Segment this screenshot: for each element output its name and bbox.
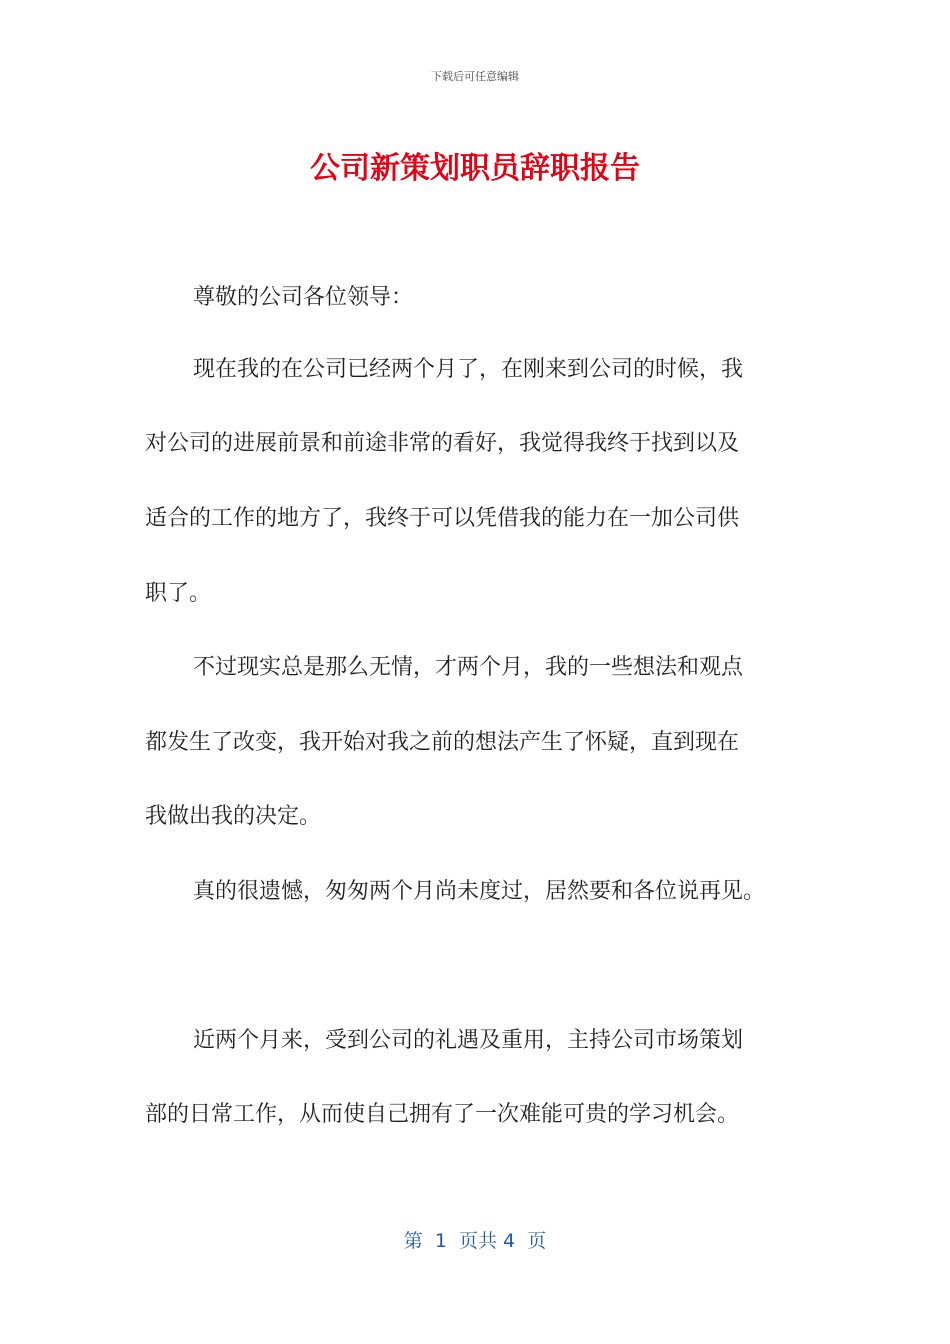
paragraph-1-line-2: 对公司的进展前景和前途非常的看好，我觉得我终于找到以及 bbox=[145, 431, 740, 456]
salutation: 尊敬的公司各位领导： bbox=[193, 285, 414, 310]
paragraph-1-line-1: 现在我的在公司已经两个月了，在刚来到公司的时候，我 bbox=[193, 357, 744, 382]
paragraph-2-line-3: 我做出我的决定。 bbox=[145, 804, 322, 829]
page-footer: 第 1 页共 4 页 bbox=[403, 1230, 547, 1252]
header-note: 下载后可任意编辑 bbox=[431, 70, 519, 83]
paragraph-2-line-2: 都发生了改变，我开始对我之前的想法产生了怀疑，直到现在 bbox=[145, 730, 740, 755]
paragraph-1-line-4: 职了。 bbox=[145, 581, 212, 606]
document-title: 公司新策划职员辞职报告 bbox=[310, 151, 640, 186]
paragraph-4-line-2: 部的日常工作，从而使自己拥有了一次难能可贵的学习机会。 bbox=[145, 1102, 740, 1127]
paragraph-4-line-1: 近两个月来，受到公司的礼遇及重用，主持公司市场策划 bbox=[193, 1028, 744, 1053]
paragraph-3-line-1: 真的很遗憾，匆匆两个月尚未度过，居然要和各位说再见。 bbox=[193, 879, 766, 904]
paragraph-2-line-1: 不过现实总是那么无情，才两个月，我的一些想法和观点 bbox=[193, 655, 744, 680]
paragraph-1-line-3: 适合的工作的地方了，我终于可以凭借我的能力在一加公司供 bbox=[145, 506, 740, 531]
